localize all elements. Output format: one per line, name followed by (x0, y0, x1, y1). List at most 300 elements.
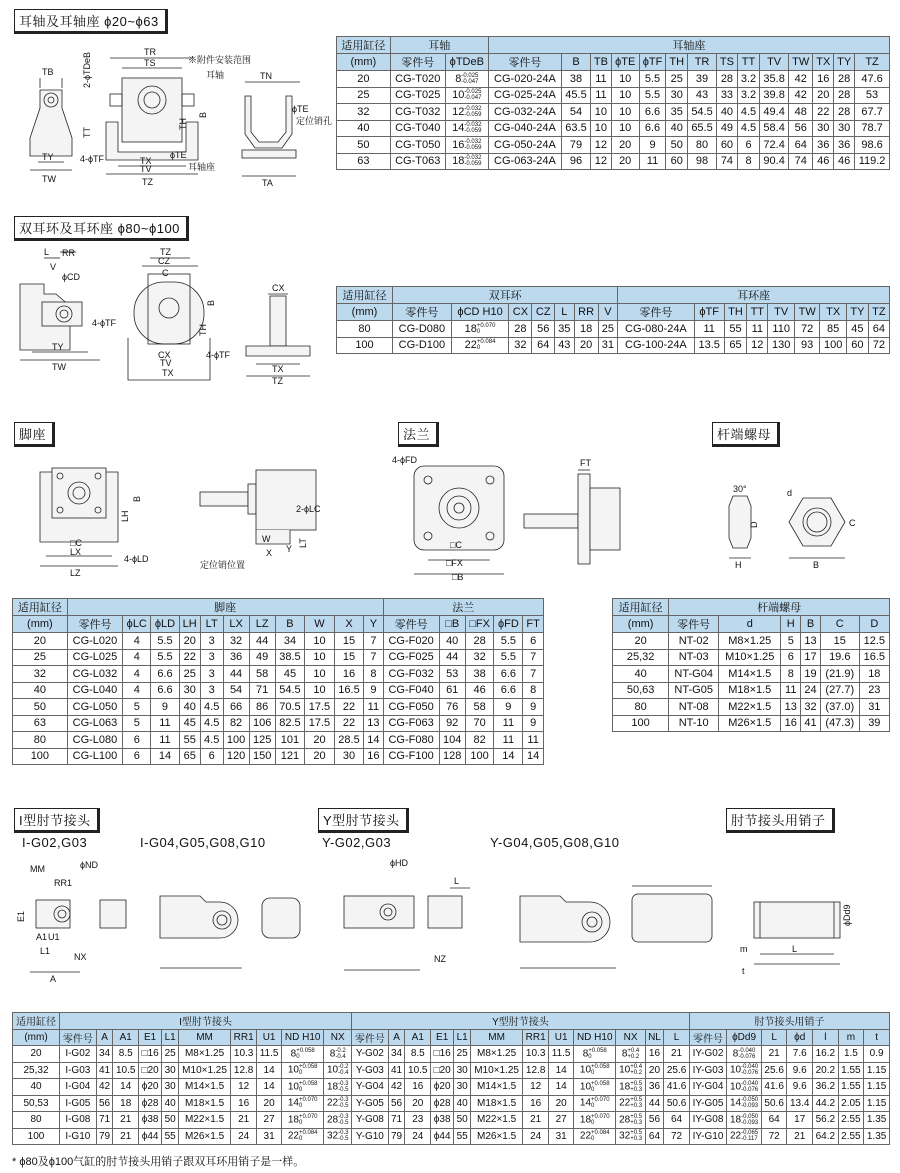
table-cell: 38 (562, 71, 591, 88)
table-cell: (47.3) (820, 715, 859, 732)
table-cell: 15 (334, 633, 364, 650)
table-cell: 20 (305, 748, 335, 765)
joint-th-i: I型肘节接头 (60, 1013, 352, 1030)
foot-th-mm: (mm) (13, 616, 68, 633)
table-cell: 31 (549, 1128, 574, 1145)
tol-value: 14 (452, 122, 465, 135)
table-cell: 72 (761, 1128, 787, 1145)
table-cell: 11 (523, 732, 544, 749)
dual-label-cz: CZ (158, 256, 170, 266)
column-header: l (813, 1029, 839, 1046)
foot-label-lc: □C (70, 538, 82, 548)
table-cell: 44 (223, 666, 249, 683)
table-cell: 98 (688, 153, 717, 170)
table-cell: 1.15 (864, 1095, 890, 1112)
table-cell: 25.6 (761, 1062, 787, 1079)
table-cell: (21.9) (820, 666, 859, 683)
table-cell-tol (451, 337, 508, 354)
column-header: 零件号 (669, 616, 719, 633)
ear-label-tf: 4-ϕTF (80, 154, 105, 164)
ear-label-tx: TX (140, 156, 152, 166)
table-cell: 10 (611, 87, 639, 104)
table-cell: 13 (781, 699, 801, 716)
table-row (13, 699, 544, 716)
table-cell: 28 (834, 104, 855, 121)
table-cell: 55 (179, 732, 200, 749)
table-cell: CG-T032 (390, 104, 445, 121)
table-cell: 36.2 (813, 1079, 839, 1096)
tol (335, 1048, 345, 1060)
table-cell: 76 (439, 699, 465, 716)
table-cell: 41 (388, 1062, 405, 1079)
tol-upper: +0.070 (299, 1097, 318, 1104)
column-header: LH (179, 616, 200, 633)
table-cell: 63.5 (562, 120, 591, 137)
tol-value: 14 (579, 1097, 592, 1109)
tol-value: 14 (729, 1097, 742, 1109)
table-cell: □16 (431, 1046, 454, 1063)
table-cell: CG-100-24A (618, 337, 694, 354)
tol (461, 73, 478, 85)
table-cell: 21 (523, 1112, 549, 1129)
flange-label-b: □B (452, 572, 464, 582)
column-header: 零件号 (393, 304, 452, 321)
table-cell: 50 (454, 1112, 471, 1129)
tol (464, 106, 481, 118)
column-header: LZ (249, 616, 275, 633)
table-cell: 13 (801, 633, 821, 650)
table-cell: 101 (275, 732, 305, 749)
table-cell: 34 (388, 1046, 405, 1063)
dual-label-tv: TV (160, 358, 172, 368)
table-cell: M26×1.5 (179, 1128, 231, 1145)
table-cell: 20 (13, 633, 68, 650)
table-cell-tol (727, 1079, 762, 1096)
table-cell: 9.6 (787, 1062, 813, 1079)
column-header: U1 (549, 1029, 574, 1046)
table-cell: 25,32 (13, 1062, 60, 1079)
tol-upper: +0.4 (627, 1047, 640, 1054)
ear-shaft-right (182, 94, 194, 106)
foot-label-lc2: 2-ϕLC (296, 504, 321, 514)
column-header: X (334, 616, 364, 633)
table-cell: 20 (257, 1095, 282, 1112)
joint-table (12, 1012, 890, 1145)
table-cell: 64 (664, 1112, 690, 1129)
table-cell: 40 (13, 1079, 60, 1096)
table-cell: 30 (454, 1079, 471, 1096)
table-cell: ϕ38 (139, 1112, 162, 1129)
table-cell: 43 (688, 87, 717, 104)
table-cell: CG-F100 (383, 748, 439, 765)
table-cell-tol (282, 1079, 324, 1096)
tol-lower: +0.3 (630, 1103, 643, 1110)
table-cell-tol (324, 1095, 352, 1112)
table-cell: 24 (231, 1128, 257, 1145)
i-label-e1: E1 (16, 910, 26, 922)
y-label-nz: NZ (434, 954, 446, 964)
tol-upper: +0.058 (591, 1080, 610, 1087)
table-cell: M14×1.5 (471, 1079, 523, 1096)
tol-value: 10 (452, 89, 465, 102)
table-cell: 31 (598, 337, 618, 354)
column-header: 零件号 (60, 1029, 97, 1046)
table-cell-tol (445, 153, 488, 170)
table-cell: 6 (123, 732, 151, 749)
table-cell: I-G03 (60, 1062, 97, 1079)
table-cell: 10 (611, 104, 639, 121)
table-cell: 45 (846, 321, 868, 338)
foot-side-body (256, 470, 316, 530)
foot-label-lh: LH (120, 510, 130, 522)
column-header: RR (574, 304, 598, 321)
table-cell: CG-L100 (67, 748, 122, 765)
table-cell: 9.6 (787, 1079, 813, 1096)
table-cell: 16 (813, 71, 834, 88)
column-header: U1 (257, 1029, 282, 1046)
table-cell: 0.9 (864, 1046, 890, 1063)
tol-value: 18 (579, 1114, 592, 1126)
table-cell: 42 (789, 71, 813, 88)
table-cell: 4 (123, 649, 151, 666)
table-cell: 3 (200, 666, 223, 683)
table-cell: 16 (405, 1079, 431, 1096)
tol (591, 1064, 610, 1076)
ear-label-ta: TA (262, 178, 273, 188)
table-row (337, 120, 890, 137)
table-cell: 6 (123, 748, 151, 765)
dual-th-bore: 适用缸径 (337, 287, 393, 304)
dual-label-th: TH (198, 324, 208, 336)
table-cell: 13 (364, 715, 383, 732)
table-cell: 50 (337, 137, 391, 154)
table-cell: 12.8 (523, 1062, 549, 1079)
caption-y-large: Y-G04,G05,G08,G10 (490, 835, 620, 850)
table-cell: 16.5 (334, 682, 364, 699)
tol-lower: -0.117 (741, 1136, 758, 1143)
table-cell: 47.6 (855, 71, 890, 88)
table-cell: M8×1.25 (179, 1046, 231, 1063)
table-cell: CG-F025 (383, 649, 439, 666)
table-cell: 71 (249, 682, 275, 699)
column-header: TV (760, 54, 789, 71)
table-cell: 40 (13, 682, 68, 699)
table-cell: 32 (13, 666, 68, 683)
table-cell: CG-F050 (383, 699, 439, 716)
tol-value: 32 (327, 1130, 339, 1142)
tol (464, 155, 481, 167)
table-cell: 65 (724, 337, 746, 354)
ear-front-flange (122, 78, 182, 142)
table-cell: Y-G02 (352, 1046, 389, 1063)
column-header: A1 (405, 1029, 431, 1046)
tol-upper: +0.070 (591, 1113, 610, 1120)
ear-right-body (245, 96, 292, 148)
table-cell: 9 (494, 699, 523, 716)
column-header: ϕFD (494, 616, 523, 633)
table-cell: 36 (223, 649, 249, 666)
table-cell: 60 (666, 153, 688, 170)
table-cell: 16.2 (813, 1046, 839, 1063)
table-cell: ϕ44 (139, 1128, 162, 1145)
nut-th-mm: (mm) (613, 616, 669, 633)
dual-th-seat: 耳环座 (618, 287, 890, 304)
tol (738, 1048, 755, 1060)
nut-front (789, 498, 845, 546)
dual-label-tx: TX (162, 368, 174, 378)
table-cell: 40 (337, 120, 391, 137)
table-cell: 39 (688, 71, 717, 88)
table-cell: CG-F032 (383, 666, 439, 683)
table-cell: 1.5 (838, 1046, 864, 1063)
tol-upper: -0.032 (464, 155, 482, 162)
table-cell: 1.35 (864, 1128, 890, 1145)
dual-th-mm: (mm) (337, 304, 393, 321)
table-cell: 64 (868, 321, 889, 338)
ear-label-tn: TN (260, 71, 272, 81)
table-cell: 3.2 (737, 71, 759, 88)
table-cell: 6.6 (151, 666, 179, 683)
table-cell: 60 (846, 337, 868, 354)
tol-lower: 0 (476, 345, 481, 352)
table-cell: 80 (688, 137, 717, 154)
table-row (337, 153, 890, 170)
table-cell: 3 (200, 633, 223, 650)
table-cell: 25 (598, 321, 618, 338)
tol-value: 8 (732, 1048, 739, 1060)
table-row (337, 87, 890, 104)
tol (338, 1097, 348, 1109)
table-cell-tol (282, 1062, 324, 1079)
table-cell: 10.3 (523, 1046, 549, 1063)
tol-lower: 0 (299, 1070, 303, 1077)
nut-label-b: B (813, 560, 820, 570)
table-cell: 21 (113, 1128, 139, 1145)
table-cell: 30 (813, 120, 834, 137)
table-row (13, 1062, 890, 1079)
dual-label-l: L (44, 247, 50, 257)
table-cell: 2.05 (838, 1095, 864, 1112)
pin-label-m: m (740, 944, 748, 954)
tol-value: 18 (287, 1114, 299, 1126)
section-title-ytype: Y型肘节接头 (318, 808, 409, 833)
table-cell: CG-D080 (393, 321, 452, 338)
table-cell: 80 (613, 699, 669, 716)
table-cell: 14 (257, 1079, 282, 1096)
tol-upper: +0.058 (588, 1047, 607, 1054)
column-header: Y (364, 616, 383, 633)
foot-label-b: B (132, 495, 142, 502)
table-cell: 56.2 (813, 1112, 839, 1129)
column-header: C (820, 616, 859, 633)
tol-value: 18 (464, 322, 477, 335)
dual-right-base (246, 346, 310, 356)
table-cell: 12 (747, 337, 768, 354)
table-cell: 72 (664, 1128, 690, 1145)
tol-upper: +0.5 (630, 1130, 643, 1137)
tol (299, 1114, 318, 1126)
table-cell-tol (324, 1062, 352, 1079)
table-cell: 21 (787, 1128, 813, 1145)
table-cell: 34 (96, 1046, 113, 1063)
table-cell: 12 (523, 1079, 549, 1096)
table-cell: 54 (223, 682, 249, 699)
section-title-dual: 双耳环及耳环座 ϕ80~ϕ100 (14, 216, 189, 241)
column-header: ϕLD (151, 616, 179, 633)
table-cell: M10×1.25 (471, 1062, 523, 1079)
tol-lower: -0.076 (741, 1070, 759, 1077)
tol-value: 8 (582, 1048, 589, 1060)
table-cell: 72 (868, 337, 889, 354)
table-cell: 14 (523, 748, 544, 765)
nut-table (612, 598, 890, 732)
joint-th-pin: 肘节接头用销子 (689, 1013, 889, 1030)
column-header: D (859, 616, 889, 633)
table-cell-tol (282, 1095, 324, 1112)
table-row (613, 699, 890, 716)
tol-value: 10 (729, 1081, 742, 1093)
dual-label-cd: ϕCD (62, 272, 81, 282)
table-cell: M26×1.5 (719, 715, 781, 732)
table-cell: 53 (855, 87, 890, 104)
table-cell: 38.5 (275, 649, 305, 666)
table-cell: 12 (590, 137, 611, 154)
table-cell: 36 (645, 1079, 664, 1096)
ear-label-ts: TS (144, 58, 156, 68)
table-cell: ϕ28 (431, 1095, 454, 1112)
table-cell: 71 (96, 1112, 113, 1129)
tol (299, 1097, 318, 1109)
column-header: A (96, 1029, 113, 1046)
table-cell: 50.6 (664, 1095, 690, 1112)
table-row (13, 666, 544, 683)
table-cell: 20 (645, 1062, 664, 1079)
tol-lower: -0.059 (464, 128, 482, 135)
tol (630, 1081, 642, 1093)
table-row (13, 1128, 890, 1145)
column-header: B (275, 616, 305, 633)
table-cell: 40 (717, 104, 738, 121)
table-cell: 41.6 (664, 1079, 690, 1096)
table-cell: □20 (139, 1062, 162, 1079)
table-cell: 21 (664, 1046, 690, 1063)
table-cell: 35 (666, 104, 688, 121)
tol-value: 22 (579, 1130, 592, 1142)
column-header: RR1 (523, 1029, 549, 1046)
table-cell: 11 (694, 321, 724, 338)
table-cell: 55 (162, 1128, 179, 1145)
table-cell: 56 (388, 1095, 405, 1112)
table-cell-tol (282, 1112, 324, 1129)
tol-lower: -0.4 (338, 1070, 349, 1077)
table-cell: 11 (151, 715, 179, 732)
nut-label-deg: 30° (733, 484, 747, 494)
tol-upper: +0.5 (630, 1113, 643, 1120)
table-cell: 30 (179, 682, 200, 699)
table-cell-tol (727, 1128, 762, 1145)
nut-diagram (725, 482, 885, 572)
table-row (337, 321, 890, 338)
table-cell: 58.4 (760, 120, 789, 137)
tol-lower: -0.059 (464, 144, 482, 151)
table-cell: 10.5 (405, 1062, 431, 1079)
foot-label-pin: 定位销位置 (200, 560, 246, 570)
tol-upper: +0.058 (299, 1080, 318, 1087)
tol-value: 18 (327, 1081, 339, 1093)
table-cell: 21 (113, 1112, 139, 1129)
table-cell: 6 (523, 633, 544, 650)
table-cell: ϕ20 (139, 1079, 162, 1096)
table-cell: 22 (334, 715, 364, 732)
table-cell: ϕ38 (431, 1112, 454, 1129)
table-cell: 23 (859, 682, 889, 699)
table-cell: 20 (574, 337, 598, 354)
table-row (613, 649, 890, 666)
ear-th-seat: 耳轴座 (488, 37, 889, 54)
table-cell: 40 (613, 666, 669, 683)
section-title-foot: 脚座 (14, 422, 55, 447)
table-cell: 25 (337, 87, 391, 104)
tol-upper: +0.5 (630, 1097, 643, 1104)
table-cell-tol (727, 1046, 762, 1063)
table-cell: 20 (179, 633, 200, 650)
column-header: ϕd (787, 1029, 813, 1046)
tol-value: 12 (452, 105, 465, 118)
table-cell: 43 (554, 337, 574, 354)
tol-value: 10 (729, 1064, 742, 1076)
tol-lower: 0 (591, 1136, 595, 1143)
table-cell: 44 (439, 649, 465, 666)
table-cell: 67.7 (855, 104, 890, 121)
table-cell: 50,63 (613, 682, 669, 699)
tol (630, 1130, 642, 1142)
table-cell: 106 (249, 715, 275, 732)
table-cell: 54.5 (275, 682, 305, 699)
table-cell: 16 (781, 715, 801, 732)
dual-table (336, 286, 890, 354)
ear-label-tz: TZ (142, 177, 153, 187)
tol-lower: -0.4 (335, 1053, 346, 1060)
table-cell: M18×1.5 (179, 1095, 231, 1112)
table-cell: 11 (781, 682, 801, 699)
tol-upper: -0.040 (738, 1047, 756, 1054)
table-cell: 17.5 (305, 715, 335, 732)
tol-lower: +0.2 (627, 1053, 640, 1060)
table-cell: 1.15 (864, 1079, 890, 1096)
tol (630, 1097, 642, 1109)
column-header: TX (813, 54, 834, 71)
table-cell: 32 (223, 633, 249, 650)
table-cell: 5.5 (151, 649, 179, 666)
tol-lower: +0.2 (630, 1070, 643, 1077)
table-cell: 5.5 (494, 649, 523, 666)
table-cell: 24 (801, 682, 821, 699)
tol-upper: -0.032 (464, 138, 482, 145)
table-cell: 6.6 (151, 682, 179, 699)
table-cell: 39 (859, 715, 889, 732)
foot-th-foot: 脚座 (67, 599, 383, 616)
tol (477, 339, 496, 351)
table-cell: 64 (532, 337, 554, 354)
tol-upper: -0.040 (741, 1064, 759, 1071)
tol (338, 1130, 348, 1142)
table-cell: 19 (801, 666, 821, 683)
table-cell: 24 (405, 1128, 431, 1145)
i-label-nx: NX (74, 952, 87, 962)
table-cell: 32 (465, 649, 494, 666)
caption-i-large: I-G04,G05,G08,G10 (140, 835, 266, 850)
table-cell: 27 (257, 1112, 282, 1129)
